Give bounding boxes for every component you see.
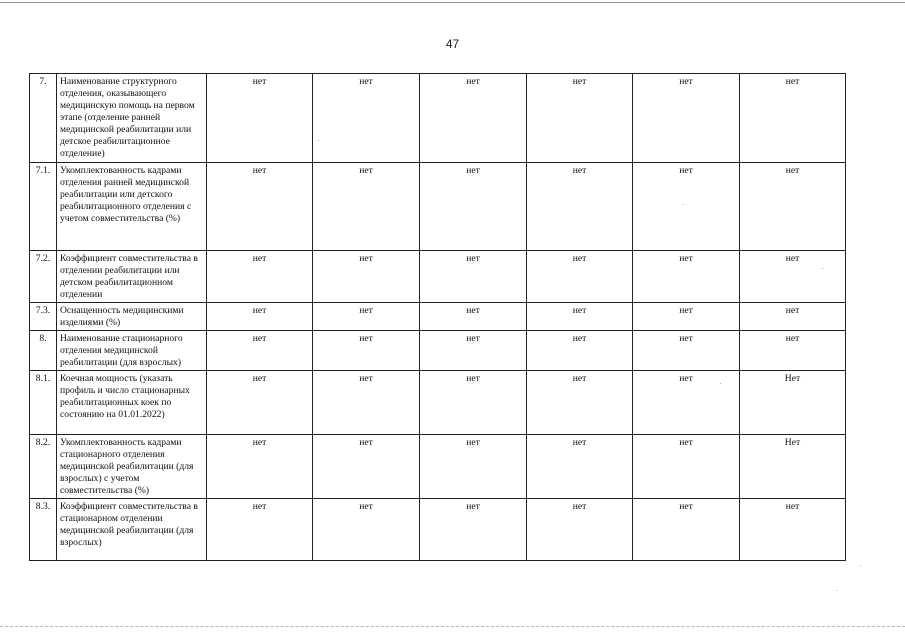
table-cell: Нет bbox=[740, 371, 846, 435]
row-description: Наименование стационарного отделения медицинской реабилитации (для взрослых) bbox=[57, 331, 207, 371]
page-bottom-border bbox=[0, 626, 905, 627]
table-row bbox=[30, 251, 846, 303]
table-cell: Нет bbox=[740, 435, 846, 499]
row-description: Оснащенность медицинскими изделиями (%) bbox=[57, 303, 207, 331]
row-number: 7.3. bbox=[30, 303, 57, 331]
row-description: Укомплектованность кадрами стационарного отделения медицинской реабилитации (для взрослых) с учетом совместительства (%) bbox=[57, 435, 207, 499]
table-row bbox=[30, 303, 846, 331]
table-cell: нет bbox=[207, 74, 313, 163]
row-number: 8. bbox=[30, 331, 57, 371]
table-cell: нет bbox=[740, 251, 846, 303]
table-cell: нет bbox=[313, 251, 420, 303]
page-top-border bbox=[0, 2, 905, 3]
table-cell: нет bbox=[207, 499, 313, 561]
row-description: Коэффициент совместительства в отделении реабилитации или детском реабилитационном отделении bbox=[57, 251, 207, 303]
row-number: 8.2. bbox=[30, 435, 57, 499]
row-number: 8.3. bbox=[30, 499, 57, 561]
table-row bbox=[30, 163, 846, 251]
table-cell: нет bbox=[313, 435, 420, 499]
scan-speck bbox=[836, 590, 837, 591]
table-cell: нет bbox=[207, 303, 313, 331]
page-number: 47 bbox=[445, 37, 460, 51]
table-cell: нет bbox=[633, 303, 740, 331]
table-cell: нет bbox=[527, 251, 633, 303]
table-cell: нет bbox=[420, 303, 527, 331]
scan-speck bbox=[683, 204, 684, 205]
table-cell: нет bbox=[420, 251, 527, 303]
table-cell: нет bbox=[207, 251, 313, 303]
table-cell: нет bbox=[527, 499, 633, 561]
table-cell: нет bbox=[207, 163, 313, 251]
table-cell: нет bbox=[527, 435, 633, 499]
row-number: 8.1. bbox=[30, 371, 57, 435]
table-cell: нет bbox=[420, 163, 527, 251]
table-cell: нет bbox=[527, 331, 633, 371]
table-cell: нет bbox=[420, 499, 527, 561]
table-row bbox=[30, 331, 846, 371]
row-number: 7.2. bbox=[30, 251, 57, 303]
table-row bbox=[30, 371, 846, 435]
row-description: Коечная мощность (указать профиль и число стационарных реабилитационных коек по состоянию на 01.01.2022) bbox=[57, 371, 207, 435]
table-cell: нет bbox=[633, 435, 740, 499]
table-cell: нет bbox=[527, 371, 633, 435]
table-cell: нет bbox=[740, 74, 846, 163]
table-cell: нет bbox=[207, 435, 313, 499]
row-number: 7.1. bbox=[30, 163, 57, 251]
table-cell: нет bbox=[313, 371, 420, 435]
table-cell: нет bbox=[420, 435, 527, 499]
table-cell: нет bbox=[740, 163, 846, 251]
scan-speck bbox=[822, 268, 823, 269]
table-row bbox=[30, 435, 846, 499]
scan-speck bbox=[720, 383, 721, 384]
table-cell: нет bbox=[633, 251, 740, 303]
table-cell: нет bbox=[527, 74, 633, 163]
table-cell: нет bbox=[633, 74, 740, 163]
table-cell: нет bbox=[313, 163, 420, 251]
data-table bbox=[29, 73, 846, 561]
table-cell: нет bbox=[313, 74, 420, 163]
scan-speck bbox=[860, 565, 861, 566]
table-cell: нет bbox=[633, 371, 740, 435]
row-description: Наименование структурного отделения, оказывающего медицинскую помощь на первом этапе (отделение ранней медицинской реабилитации или детское реабилитационное отделение) bbox=[57, 74, 207, 163]
table-cell: нет bbox=[527, 303, 633, 331]
table-cell: нет bbox=[633, 499, 740, 561]
table-row bbox=[30, 499, 846, 561]
table-cell: нет bbox=[740, 499, 846, 561]
table-cell: нет bbox=[527, 163, 633, 251]
table-cell: нет bbox=[313, 303, 420, 331]
table-cell: нет bbox=[207, 331, 313, 371]
row-description: Коэффициент совместительства в стационарном отделении медицинской реабилитации (для взрослых) bbox=[57, 499, 207, 561]
table-cell: нет bbox=[313, 331, 420, 371]
table-cell: нет bbox=[740, 303, 846, 331]
table-cell: нет bbox=[633, 163, 740, 251]
table-row bbox=[30, 74, 846, 163]
table-cell: нет bbox=[420, 371, 527, 435]
row-description: Укомплектованность кадрами отделения ранней медицинской реабилитации или детского реабилитационного отделения с учетом совместительства (%) bbox=[57, 163, 207, 251]
table-cell: нет bbox=[633, 331, 740, 371]
table-cell: нет bbox=[207, 371, 313, 435]
scan-speck bbox=[318, 140, 319, 141]
table-cell: нет bbox=[420, 74, 527, 163]
table-cell: нет bbox=[420, 331, 527, 371]
table-cell: нет bbox=[313, 499, 420, 561]
row-number: 7. bbox=[30, 74, 57, 163]
table-cell: нет bbox=[740, 331, 846, 371]
